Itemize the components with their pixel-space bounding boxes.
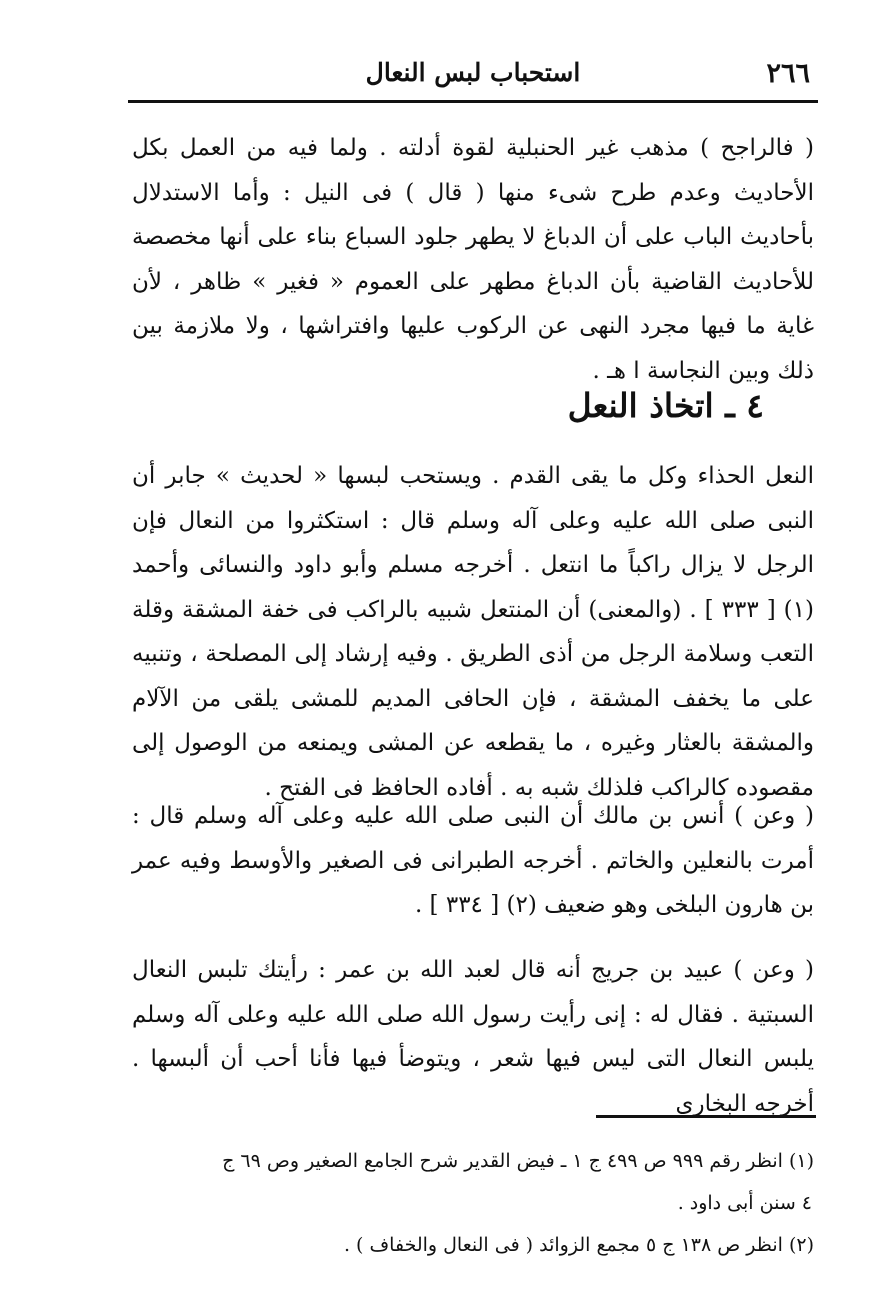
section-heading: ٤ ـ اتخاذ النعل bbox=[567, 386, 764, 425]
running-title: استحباب لبس النعال bbox=[365, 58, 581, 87]
page-number: ٢٦٦ bbox=[766, 58, 810, 89]
footnote-1-line-2: ٤ سنن أبى داود . bbox=[677, 1192, 812, 1214]
paragraph-2: النعل الحذاء وكل ما يقى القدم . ويستحب لبسها « لحديث » جابر أن النبى صلى الله عليه وعلى آله وسلم قال : استكثروا من النعال فإن الرجل لا يزال راكباً ما انتعل . أخرجه مسلم وأبو داود والنسائى وأحمد (١) [ ٣٣٣ ] . (والمعنى) أن المنتعل شبيه بالراكب فى خفة المشقة وقلة التعب وسلامة الرجل من أذى الطريق . وفيه إرشاد إلى المصلحة ، وتنبيه على ما يخفف المشقة ، فإن الحافى المديم للمشى يلقى من الآلام والمشقة بالعثار وغيره ، ما يقطعه عن المشى ويمنعه من الوصول إلى مقصوده كالراكب فلذلك شبه به . أفاده الحافظ فى الفتح . bbox=[132, 463, 814, 801]
footnotes bbox=[132, 1140, 814, 1266]
footnote-divider bbox=[596, 1115, 816, 1118]
paragraph-3: ( وعن ) أنس بن مالك أن النبى صلى الله عليه وعلى آله وسلم قال : أمرت بالنعلين والخاتم . أخرجه الطبرانى فى الصغير والأوسط وفيه عمر بن هارون البلخى وهو ضعيف (٢) [ ٣٣٤ ] . bbox=[132, 803, 814, 918]
footnote-2: (٢) انظر ص ١٣٨ ج ٥ مجمع الزوائد ( فى النعال والخفاف ) . bbox=[343, 1234, 814, 1256]
footnote-1-line-1: (١) انظر رقم ٩٩٩ ص ٤٩٩ ج ١ ـ فيض القدير شرح الجامع الصغير وص ٦٩ ج bbox=[222, 1150, 814, 1172]
page-header bbox=[128, 56, 818, 98]
paragraph-1: ( فالراجح ) مذهب غير الحنبلية لقوة أدلته . ولما فيه من العمل بكل الأحاديث وعدم طرح شىء منها ( قال ) فى النيل : وأما الاستدلال بأحاديث الباب على أن الدباغ لا يطهر جلود السباع بناء على أنها مخصصة للأحاديث القاضية بأن الدباغ مطهر على العموم « فغير » ظاهر ، لأن غاية ما فيها مجرد النهى عن الركوب عليها وافتراشها ، ولا ملازمة بين ذلك وبين النجاسة ا هـ . bbox=[132, 135, 814, 384]
header-divider bbox=[128, 100, 818, 103]
paragraph-4: ( وعن ) عبيد بن جريج أنه قال لعبد الله بن عمر : رأيتك تلبس النعال السبتية . فقال له : إنى رأيت رسول الله صلى الله عليه وعلى آله وسلم يلبس النعال التى ليس فيها شعر ، ويتوضأ فيها فأنا أحب أن ألبسها . أخرجه البخارى bbox=[132, 957, 814, 1117]
